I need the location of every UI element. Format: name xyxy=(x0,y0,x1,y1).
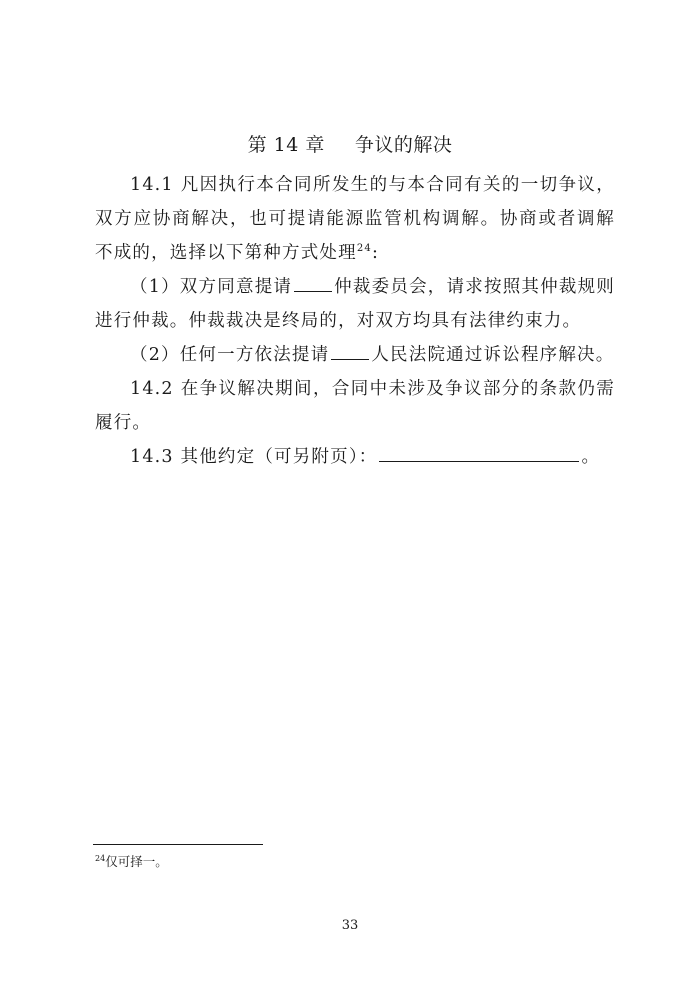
option-2 xyxy=(95,338,615,372)
footnote-reference: 24 xyxy=(356,243,372,255)
option-1-pre: （1）双方同意提请 xyxy=(130,277,293,297)
footnote-text: 仅可择一。 xyxy=(105,854,168,869)
option-1 xyxy=(95,270,615,338)
page-number: 33 xyxy=(341,918,359,933)
option-2-post: 人民法院通过诉讼程序解决。 xyxy=(371,345,615,365)
clause-14-3 xyxy=(95,440,615,474)
clause-14-2-text: 14.2 在争议解决期间，合同中未涉及争议部分的条款仍需履行。 xyxy=(95,379,615,433)
chapter-body xyxy=(95,168,615,474)
clause-14-1-text: 14.1 凡因执行本合同所发生的与本合同有关的一切争议，双方应协商解决，也可提请能源监管机构调解。协商或者调解不成的，选择以下第种方式处理 xyxy=(95,175,615,263)
clause-14-3-pre: 14.3 其他约定（可另附页）： xyxy=(130,447,378,467)
footnote xyxy=(95,852,168,870)
option-2-pre: （2）任何一方依法提请 xyxy=(130,345,330,365)
clause-14-2 xyxy=(95,372,615,440)
footnote-divider xyxy=(93,844,263,845)
option-1-post: 仲裁委员会，请求按照其仲裁规则进行仲裁。仲裁裁决是终局的，对双方均具有法律约束力。 xyxy=(95,277,616,331)
chapter-number: 第 14 章 xyxy=(247,134,325,156)
footnote-marker: 24 xyxy=(95,853,106,863)
other-agreement-blank xyxy=(379,443,579,462)
chapter-title: 争议的解决 xyxy=(354,134,453,156)
court-blank xyxy=(331,341,369,360)
chapter-heading xyxy=(0,130,700,157)
clause-14-1-tail: : xyxy=(371,243,380,263)
clause-14-1 xyxy=(95,168,615,270)
clause-14-3-post: 。 xyxy=(581,447,601,467)
arbitration-blank xyxy=(294,273,332,292)
